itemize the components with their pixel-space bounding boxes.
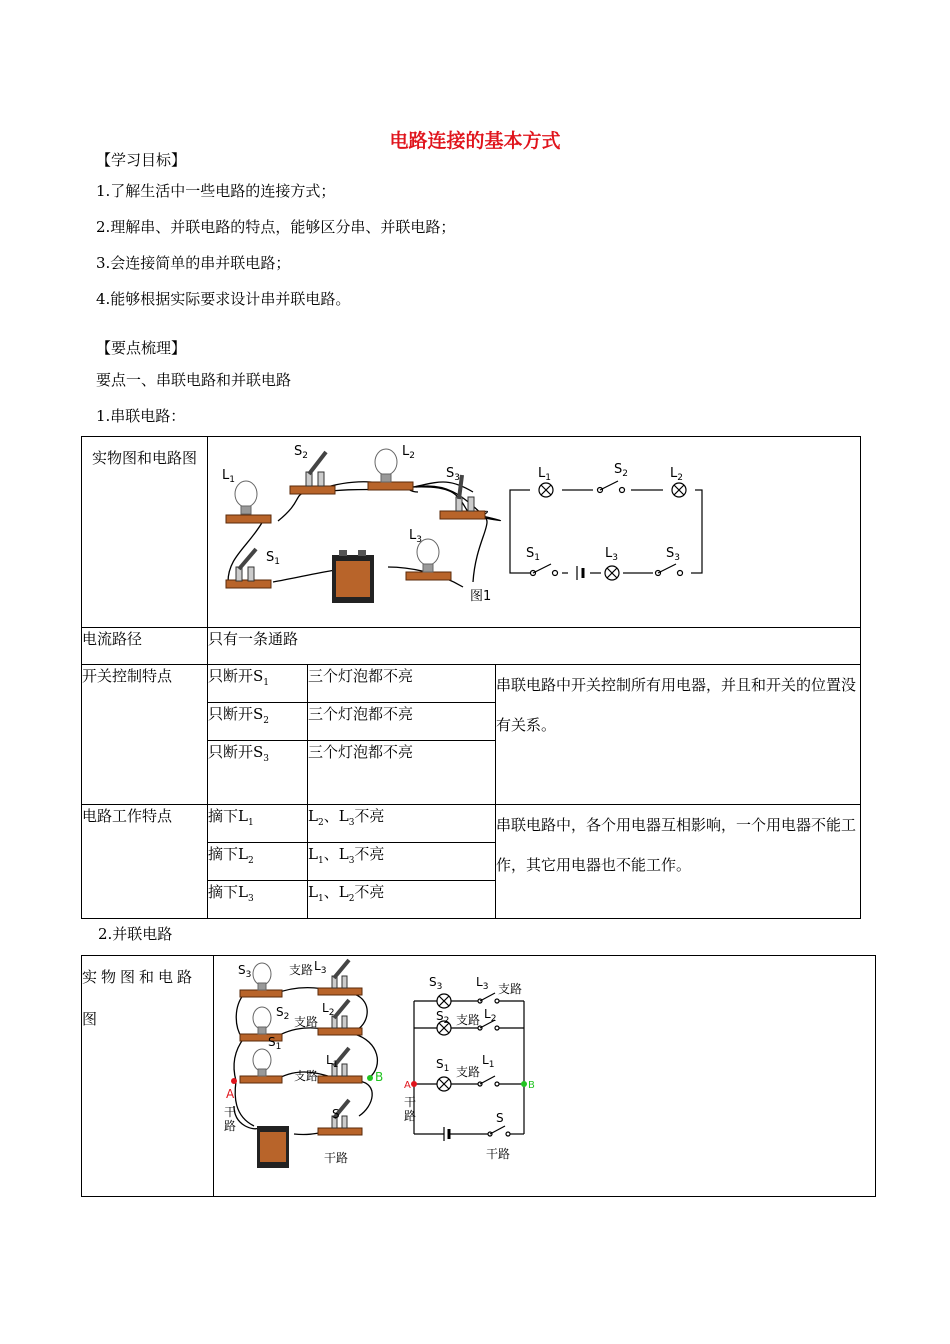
ps-label-s3: $S_3$	[428, 975, 443, 992]
sch-label-l2: $L_2$	[670, 466, 683, 483]
p-trunk-left-1: 干	[223, 1105, 236, 1119]
sch-label-s3: $S_3$	[666, 546, 681, 563]
working-summary: 串联电路中，各个用电器互相影响，一个用电器不能工作，其它用电器也不能工作。	[495, 805, 860, 919]
p-node-b: B	[374, 1070, 383, 1084]
switch-action-1: 只断开$S_1$	[208, 665, 308, 703]
objective-4: 4.能够根据实际要求设计串并联电路。	[96, 290, 351, 308]
series-circuit-figure	[208, 437, 858, 623]
label-s3: $S_3$	[446, 466, 461, 483]
row-label-current-path: 电流路径	[82, 628, 208, 665]
switch-control-summary: 串联电路中开关控制所有用电器，并且和开关的位置没有关系。	[495, 665, 860, 805]
p-label-s1: $S_1$	[267, 1035, 282, 1052]
label-l3: $L_3$	[409, 528, 422, 545]
sch-label-l1: $L_1$	[538, 466, 551, 483]
ps-node-a: A	[403, 1080, 411, 1091]
p-trunk-bottom: 干路	[323, 1151, 348, 1165]
remove-result-1: $L_2$、$L_3$不亮	[308, 805, 496, 843]
p-trunk-left-2: 路	[223, 1119, 236, 1133]
remove-result-3: $L_1$、$L_2$不亮	[308, 881, 496, 919]
series-circuit-label: 1.串联电路：	[96, 407, 186, 425]
ps-branch-3: 支路	[455, 1065, 480, 1079]
row-label-working: 电路工作特点	[82, 805, 208, 919]
current-path-value: 只有一条通路	[208, 628, 861, 665]
ps-label-s1: $S_1$	[435, 1057, 450, 1074]
keypoints-heading: 【要点梳理】	[96, 339, 187, 357]
switch-result-1: 三个灯泡都不亮	[308, 665, 496, 703]
ps-label-l3: $L_3$	[475, 975, 489, 992]
ps-branch-2: 支路	[455, 1013, 480, 1027]
p-label-l1: $L_1$	[325, 1053, 339, 1070]
series-table	[81, 436, 861, 919]
p-branch-1: 支路	[288, 963, 313, 977]
sch-label-s1: $S_1$	[526, 546, 541, 563]
remove-result-2: $L_1$、$L_3$不亮	[308, 843, 496, 881]
objective-3: 3.会连接简单的串并联电路；	[96, 254, 291, 272]
parallel-table	[81, 955, 876, 1197]
ps-label-l2: $L_2$	[483, 1007, 497, 1024]
p-label-l3: $L_3$	[313, 959, 327, 976]
label-s2: $S_2$	[294, 444, 309, 461]
objectives-heading: 【学习目标】	[96, 151, 187, 169]
objective-1: 1.了解生活中一些电路的连接方式；	[96, 182, 336, 200]
remove-action-1: 摘下$L_1$	[208, 805, 308, 843]
switch-result-3: 三个灯泡都不亮	[308, 741, 496, 805]
switch-result-2: 三个灯泡都不亮	[308, 703, 496, 741]
p-label-s: S	[331, 1107, 340, 1121]
p-node-a: A	[225, 1087, 234, 1101]
parallel-figure-cell	[213, 956, 875, 1197]
sch-label-s2: $S_2$	[614, 462, 629, 479]
label-l2: $L_2$	[402, 444, 415, 461]
label-s1: $S_1$	[266, 550, 281, 567]
ps-label-l1: $L_1$	[481, 1053, 495, 1070]
ps-trunk-left-2: 路	[403, 1109, 416, 1123]
row-label-figure: 实物图和电路图	[82, 437, 208, 628]
ps-label-s: S	[495, 1111, 504, 1125]
keypoint-1-title: 要点一、串联电路和并联电路	[96, 371, 292, 389]
p-label-s2: $S_2$	[275, 1005, 290, 1022]
parallel-row-label-figure: 实物图和电路图	[82, 956, 214, 1197]
page-title: 电路连接的基本方式	[389, 130, 561, 152]
p-label-s3: $S_3$	[237, 963, 252, 980]
sch-label-l3: $L_3$	[605, 546, 618, 563]
remove-action-3: 摘下$L_3$	[208, 881, 308, 919]
series-figure-cell	[208, 437, 861, 628]
p-branch-2: 支路	[293, 1015, 318, 1029]
switch-action-3: 只断开$S_3$	[208, 741, 308, 805]
ps-node-b: B	[527, 1080, 535, 1091]
parallel-circuit-label: 2.并联电路	[98, 925, 173, 943]
objective-2: 2.理解串、并联电路的特点，能够区分串、并联电路；	[96, 218, 456, 236]
p-label-l2: $L_2$	[321, 1001, 335, 1018]
switch-action-2: 只断开$S_2$	[208, 703, 308, 741]
row-label-switch-control: 开关控制特点	[82, 665, 208, 805]
label-l1: $L_1$	[222, 468, 235, 485]
ps-branch-1: 支路	[497, 982, 522, 996]
parallel-circuit-figure	[214, 956, 544, 1192]
p-branch-3: 支路	[293, 1069, 318, 1083]
ps-label-s2: $S_2$	[435, 1009, 450, 1026]
ps-trunk-left-1: 干	[403, 1095, 416, 1109]
figure-caption: 图1	[470, 589, 492, 604]
remove-action-2: 摘下$L_2$	[208, 843, 308, 881]
ps-trunk-bottom: 干路	[485, 1147, 510, 1161]
